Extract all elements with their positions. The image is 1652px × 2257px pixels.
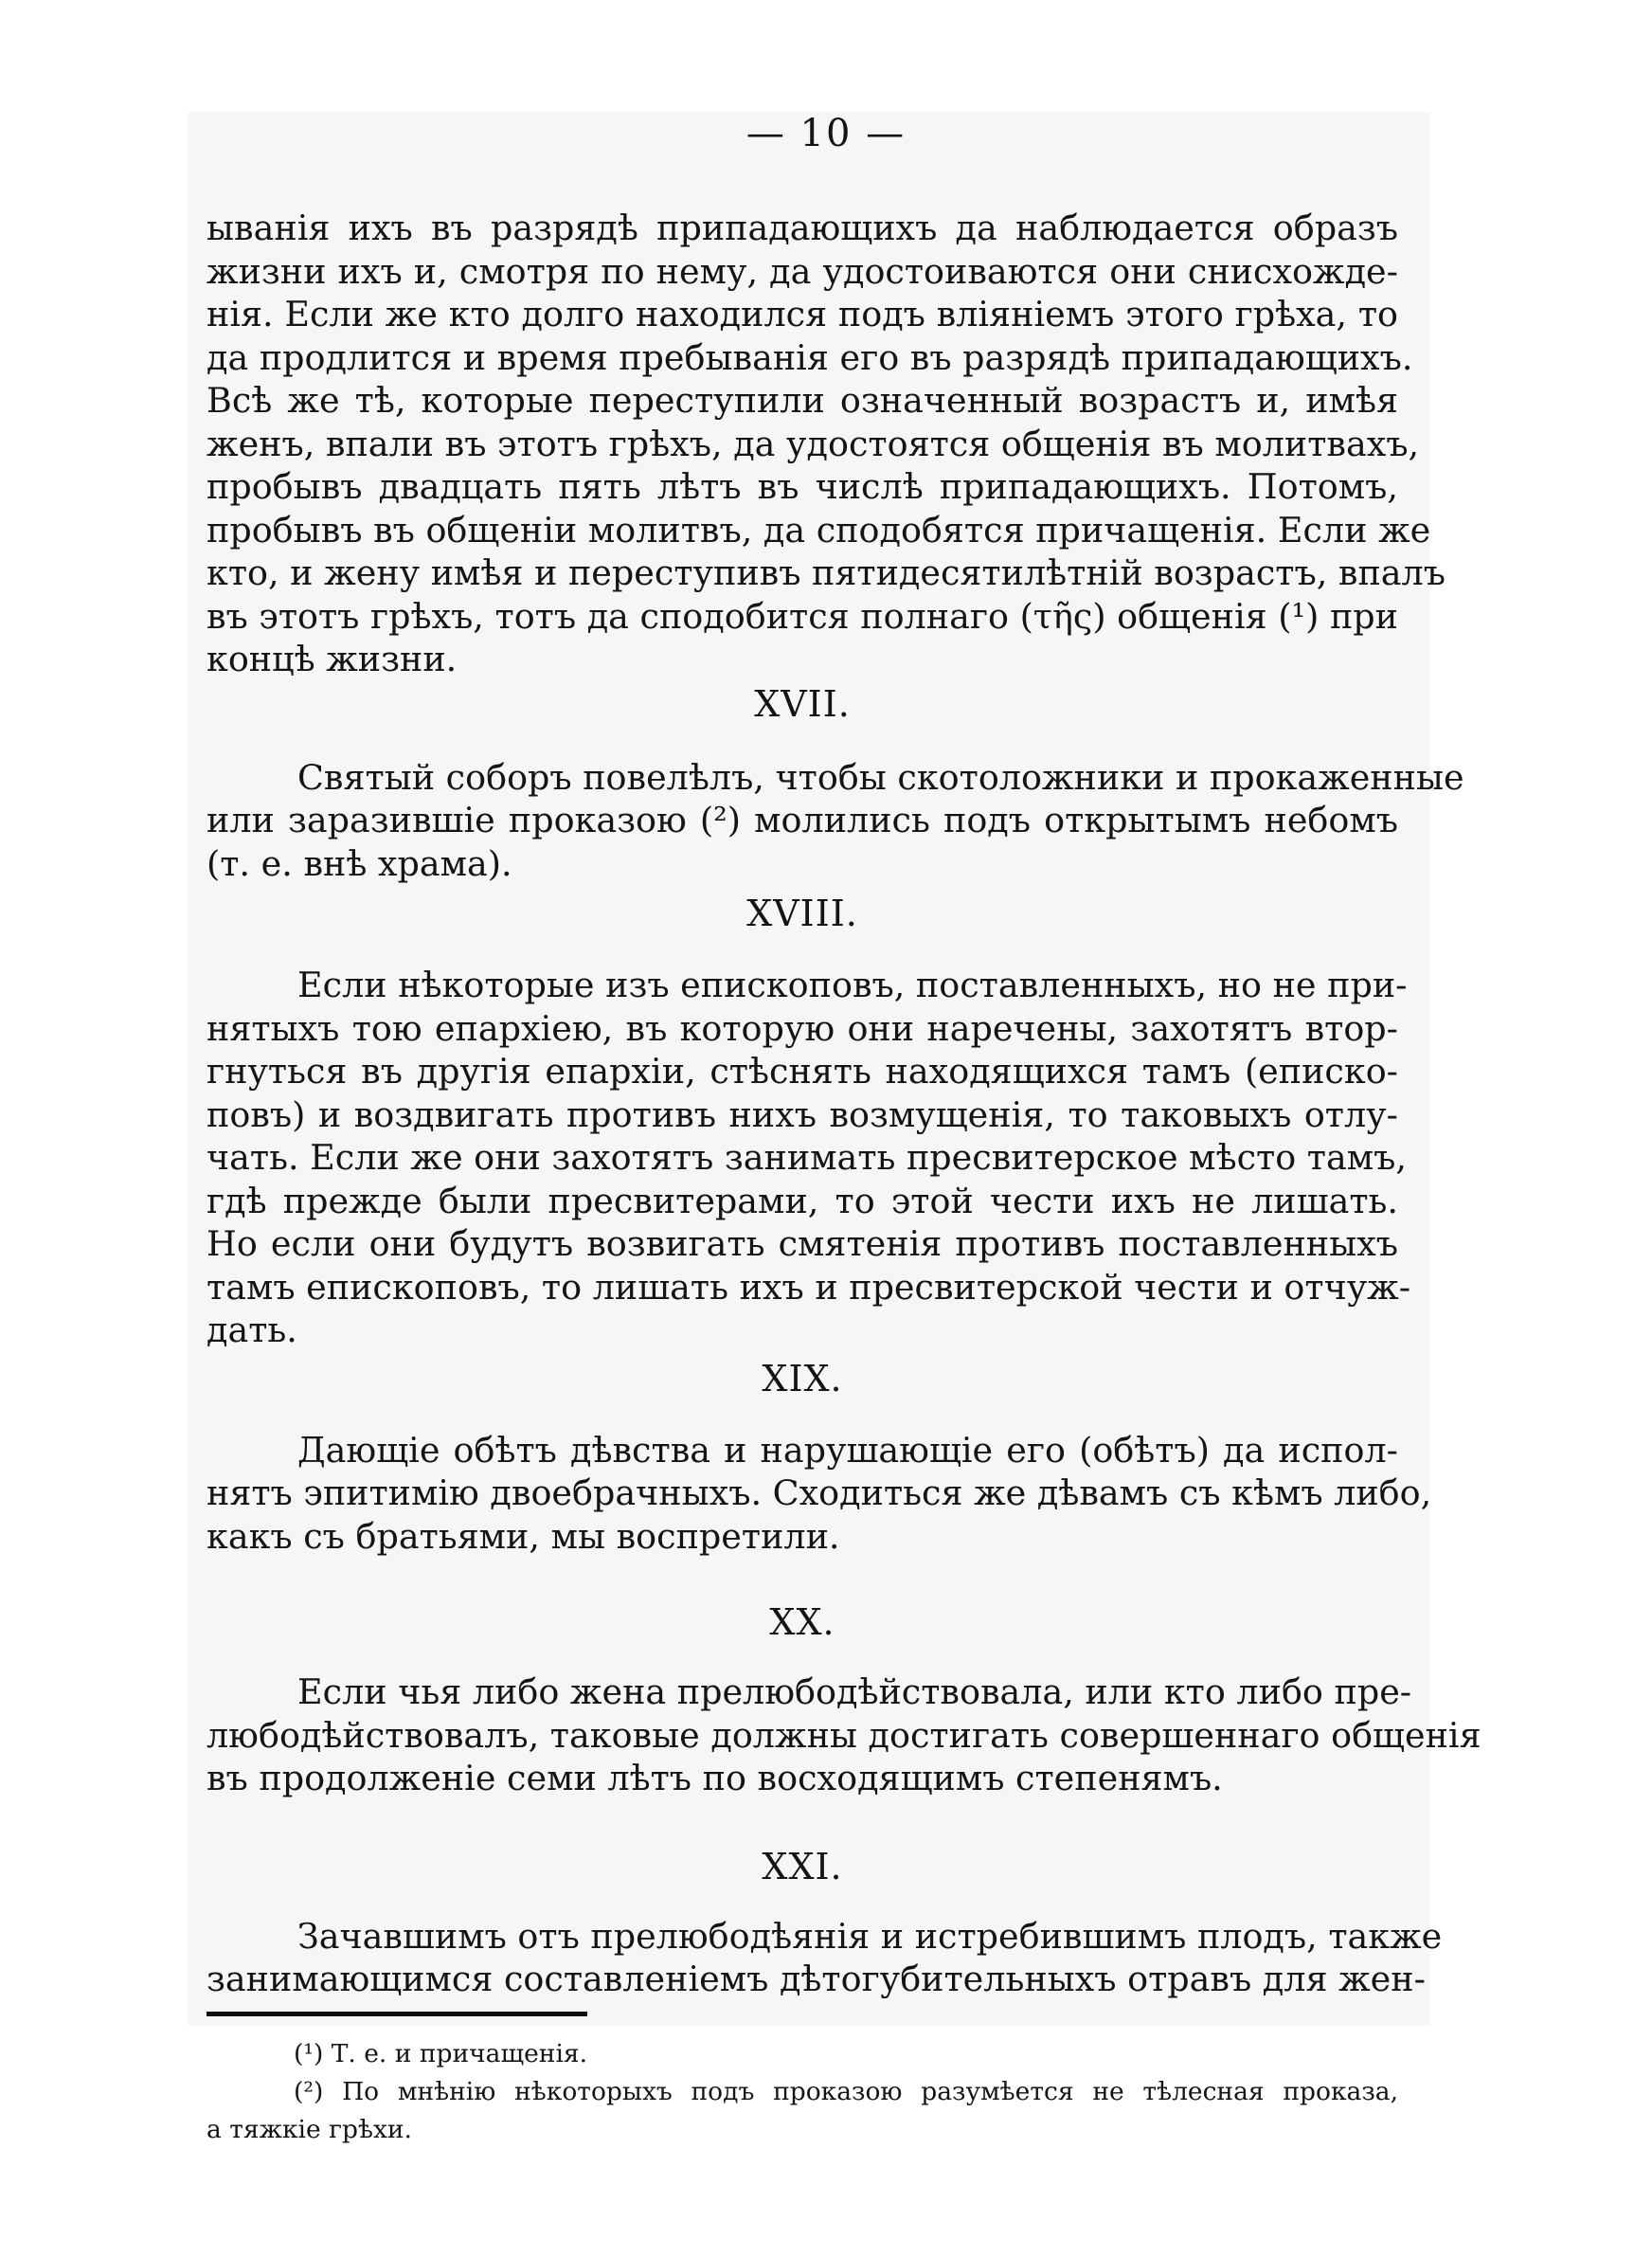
text-line: Но если они будутъ возвигать смятенія противъ поставленныхъ bbox=[206, 1223, 1398, 1264]
text-line: гдѣ прежде были преcвитерами, то этой чести ихъ не лишать. bbox=[206, 1180, 1398, 1221]
footnote-2-continuation: а тяжкіе грѣхи. bbox=[206, 2115, 412, 2144]
text-line: занимающимся составленіемъ дѣтогубительныхъ отравъ для жен- bbox=[206, 1959, 1426, 1999]
paragraph-xix bbox=[206, 1429, 1432, 1559]
text-line: Если нѣкоторые изъ епископовъ, поставленныхъ, но не при- bbox=[297, 965, 1408, 1005]
text-line: (т. е. внѣ храма). bbox=[206, 842, 512, 884]
text-line: въ продолженіе семи лѣтъ по восходящимъ степенямъ. bbox=[206, 1758, 1223, 1798]
text-line: нятыхъ тою епархіею, въ которую они наречены, захотятъ втор- bbox=[206, 1007, 1398, 1049]
text-line: ыванія ихъ въ разрядѣ припадающихъ да наблюдается образъ bbox=[206, 208, 1398, 248]
footnote-1: (¹) Т. е. и причащенія. bbox=[294, 2039, 588, 2068]
text-line: нія. Если же кто долго находился подъ вліяніемъ этого грѣха, то bbox=[206, 294, 1398, 334]
text-line: чать. Если же они захотятъ занимать пресвитерское мѣсто тамъ, bbox=[206, 1137, 1407, 1178]
text-line: пробывъ двадцать пять лѣтъ въ числѣ припадающихъ. Потомъ, bbox=[206, 466, 1398, 507]
text-line: Если чья либо жена прелюбодѣйствовала, или кто либо пре- bbox=[297, 1671, 1412, 1712]
text-line: тамъ епископовъ, то лишать ихъ и пресвитерской чести и отчуж- bbox=[206, 1266, 1411, 1308]
footnote-divider bbox=[206, 2012, 587, 2016]
canon-heading-xviii: XVIII. bbox=[746, 893, 858, 934]
text-line: нятъ эпитимію двоебрачныхъ. Сходиться же дѣвамъ съ кѣмъ либо, bbox=[206, 1472, 1432, 1513]
text-line: гнуться въ другія епархіи, стѣснять находящихся тамъ (еписко- bbox=[206, 1051, 1398, 1092]
text-line: пробывъ въ общеніи молитвъ, да сподобятся причащенія. Если же bbox=[206, 509, 1431, 551]
text-line: Зачавшимъ отъ прелюбодѣянія и истребившимъ плодъ, также bbox=[297, 1915, 1443, 1957]
text-line: да продлится и время пребыванія его въ разрядѣ припадающихъ. bbox=[206, 336, 1413, 378]
text-line: повъ) и воздвигать противъ нихъ возмущенія, то таковыхъ отлу- bbox=[206, 1093, 1398, 1135]
canon-heading-xxi: XXI. bbox=[762, 1845, 843, 1887]
paragraph-xx bbox=[206, 1670, 1481, 1800]
canon-heading-xix: XIX. bbox=[762, 1357, 843, 1399]
text-line: Святый соборъ повелѣлъ, чтобы скотоложники и прокаженные bbox=[297, 756, 1464, 798]
text-line: какъ съ братьями, мы воспретили. bbox=[206, 1515, 840, 1557]
paragraph-xvii bbox=[206, 756, 1464, 886]
text-line: Всѣ же тѣ, которые переступили означенный возрастъ и, имѣя bbox=[206, 380, 1398, 421]
canon-heading-xx: XX. bbox=[769, 1601, 835, 1643]
text-line: жизни ихъ и, смотря по нему, да удостоиваются они снисхожде- bbox=[206, 250, 1398, 292]
text-line: или заразившіе проказою (²) молились подъ открытымъ небомъ bbox=[206, 800, 1398, 840]
text-line: женъ, впали въ этотъ грѣхъ, да удостоятся общенія въ молитвахъ, bbox=[206, 423, 1420, 464]
paragraph-continuation bbox=[206, 207, 1446, 681]
text-line: кто, и жену имѣя и переступивъ пятидесятилѣтній возрастъ, впалъ bbox=[206, 552, 1446, 593]
page-number: — 10 — bbox=[745, 112, 907, 155]
footnote-2: (²) По мнѣнію нѣкоторыхъ подъ проказою разумѣется не тѣлесная проказа, bbox=[294, 2077, 1398, 2106]
text-line: Дающіе обѣтъ дѣвства и нарушающіе его (обѣтъ) да испол- bbox=[297, 1429, 1398, 1471]
paragraph-xviii bbox=[206, 964, 1411, 1352]
canon-heading-xvii: XVII. bbox=[754, 682, 851, 725]
text-line: въ этотъ грѣхъ, тотъ да сподобится полнаго (τῆς) общенія (¹) при bbox=[206, 595, 1399, 637]
footnotes bbox=[206, 2035, 1398, 2149]
text-line: любодѣйствовалъ, таковые должны достигать совершеннаго общенія bbox=[206, 1714, 1481, 1756]
text-line: концѣ жизни. bbox=[206, 639, 458, 679]
body-text bbox=[206, 207, 1481, 2001]
paragraph-xxi bbox=[206, 1915, 1443, 2001]
text-line: дать. bbox=[206, 1309, 297, 1350]
